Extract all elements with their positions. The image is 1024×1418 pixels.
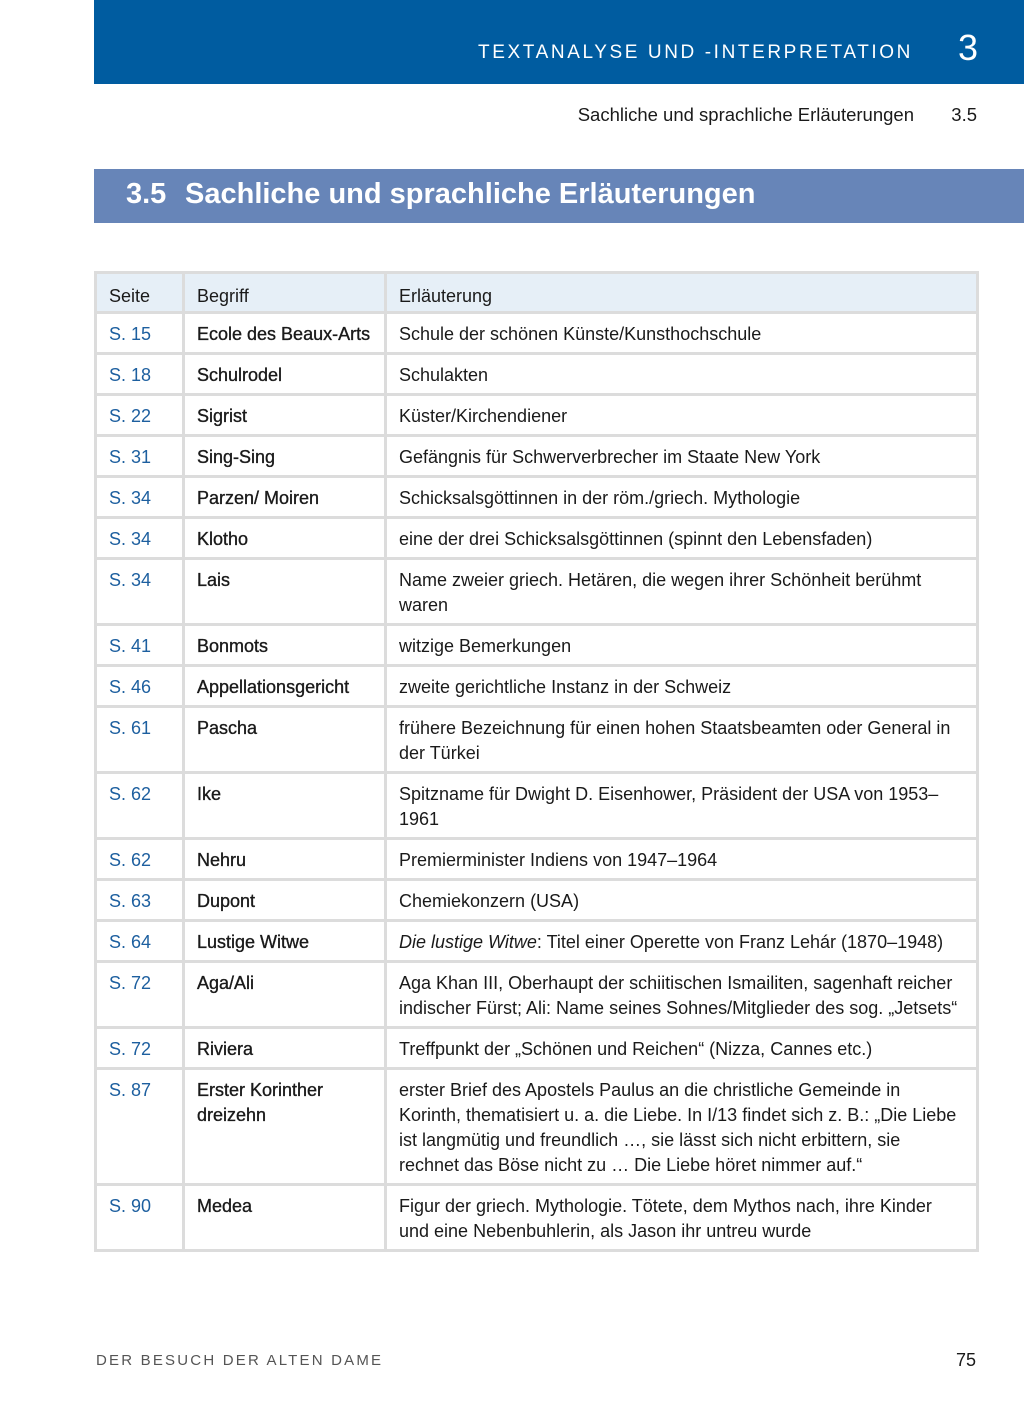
page-reference: S. 87 [96, 1069, 184, 1185]
explanation [386, 1069, 978, 1185]
column-header-erlaeuterung: Erläuterung [386, 273, 978, 313]
page-number: 75 [955, 1350, 976, 1370]
section-running-title: Sachliche und sprachliche Erläuterungen [577, 104, 914, 125]
page-reference: S. 61 [96, 707, 184, 773]
explanation [386, 666, 978, 707]
term: Parzen/ Moiren [184, 477, 386, 518]
table-row [96, 1185, 978, 1251]
section-title-bar [94, 169, 1024, 223]
table-row [96, 666, 978, 707]
term: Pascha [184, 707, 386, 773]
table-row [96, 436, 978, 477]
page-reference: S. 62 [96, 773, 184, 839]
book-title: DER BESUCH DER ALTEN DAME [96, 1352, 384, 1369]
page-reference: S. 72 [96, 1028, 184, 1069]
term: Appellationsgericht [184, 666, 386, 707]
term: Sigrist [184, 395, 386, 436]
page-reference: S. 41 [96, 625, 184, 666]
explanation-text: Premierminister Indiens von 1947–1964 [399, 850, 718, 870]
term: Lais [184, 559, 386, 625]
explanation-text: erster Brief des Apostels Paulus an die christliche Gemeinde in Korinth, thematisiert u. a. die Liebe. In I/13 findet sich z. B.: „Die Liebe ist langmütig und freundlich …, sie lässt sich nicht erbittern, sie rechnet das Böse nicht zu … Die Liebe höret nimmer auf.“ [399, 1080, 957, 1175]
page-reference: S. 72 [96, 962, 184, 1028]
explanation [386, 707, 978, 773]
section-title: Sachliche und sprachliche Erläuterungen [185, 178, 756, 210]
page-reference: S. 34 [96, 559, 184, 625]
page-reference: S. 34 [96, 518, 184, 559]
page-reference: S. 46 [96, 666, 184, 707]
column-header-seite: Seite [96, 273, 184, 313]
page-reference: S. 64 [96, 921, 184, 962]
explanation-text: Figur der griech. Mythologie. Tötete, dem Mythos nach, ihre Kinder und eine Nebenbuhlerin, als Jason ihr untreu wurde [399, 1196, 932, 1241]
term: Sing-Sing [184, 436, 386, 477]
explanation [386, 839, 978, 880]
explanation [386, 921, 978, 962]
term: Ecole des Beaux-Arts [184, 313, 386, 354]
page-reference: S. 63 [96, 880, 184, 921]
page-reference: S. 31 [96, 436, 184, 477]
chapter-title: TEXTANALYSE UND -INTERPRETATION [478, 42, 913, 63]
term: Nehru [184, 839, 386, 880]
term: Schulrodel [184, 354, 386, 395]
explanation [386, 880, 978, 921]
explanation-text: Chemiekonzern (USA) [399, 891, 580, 911]
glossary-table [94, 271, 979, 1252]
table-row [96, 1028, 978, 1069]
term: Riviera [184, 1028, 386, 1069]
explanation-text: Schicksalsgöttinnen in der röm./griech. Mythologie [399, 488, 801, 508]
table-row [96, 518, 978, 559]
table-row [96, 559, 978, 625]
explanation [386, 477, 978, 518]
section-running-number: 3.5 [951, 104, 977, 125]
table-row [96, 313, 978, 354]
term: Ike [184, 773, 386, 839]
section-title-number: 3.5 [126, 178, 167, 210]
table-header-row [96, 273, 978, 313]
explanation-text: Name zweier griech. Hetären, die wegen ihrer Schönheit berühmt waren [399, 570, 922, 615]
explanation-text: witzige Bemerkungen [399, 636, 572, 656]
page-reference: S. 34 [96, 477, 184, 518]
explanation [386, 962, 978, 1028]
explanation-text: eine der drei Schicksalsgöttinnen (spinnt den Lebensfaden) [399, 529, 873, 549]
term: Bonmots [184, 625, 386, 666]
table-row [96, 921, 978, 962]
explanation-text: Schule der schönen Künste/Kunsthochschule [399, 324, 762, 344]
page-reference: S. 62 [96, 839, 184, 880]
explanation [386, 559, 978, 625]
explanation-text: frühere Bezeichnung für einen hohen Staatsbeamten oder General in der Türkei [399, 718, 951, 763]
explanation [386, 773, 978, 839]
table-row [96, 354, 978, 395]
explanation-text: : Titel einer Operette von Franz Lehár (1870–1948) [536, 932, 944, 952]
chapter-number: 3 [957, 27, 978, 68]
page-reference: S. 18 [96, 354, 184, 395]
explanation-text: zweite gerichtliche Instanz in der Schweiz [399, 677, 732, 697]
explanation [386, 436, 978, 477]
table-row [96, 707, 978, 773]
table-row [96, 839, 978, 880]
term: Erster Korinther dreizehn [184, 1069, 386, 1185]
explanation-text: Aga Khan III, Oberhaupt der schiitischen Ismailiten, sagenhaft reicher indischer Fürst; Ali: Name seines Sohnes/Mitglieder des sog. „Jetsets“ [399, 973, 958, 1018]
term: Dupont [184, 880, 386, 921]
table-row [96, 1069, 978, 1185]
explanation-text: Küster/Kirchendiener [399, 406, 568, 426]
explanation [386, 1028, 978, 1069]
explanation [386, 354, 978, 395]
table-row [96, 477, 978, 518]
explanation [386, 395, 978, 436]
page-reference: S. 22 [96, 395, 184, 436]
term: Lustige Witwe [184, 921, 386, 962]
italic-title: Die lustige Witwe [399, 932, 537, 952]
explanation-text: Gefängnis für Schwerverbrecher im Staate New York [399, 447, 821, 467]
column-header-begriff: Begriff [184, 273, 386, 313]
table-row [96, 773, 978, 839]
explanation [386, 1185, 978, 1251]
term: Klotho [184, 518, 386, 559]
explanation-text: Treffpunkt der „Schönen und Reichen“ (Nizza, Cannes etc.) [399, 1039, 873, 1059]
term: Aga/Ali [184, 962, 386, 1028]
table-row [96, 395, 978, 436]
explanation [386, 518, 978, 559]
explanation [386, 625, 978, 666]
table-row [96, 962, 978, 1028]
explanation [386, 313, 978, 354]
page-reference: S. 90 [96, 1185, 184, 1251]
explanation-text: Schulakten [399, 365, 489, 385]
term: Medea [184, 1185, 386, 1251]
explanation-text: Spitzname für Dwight D. Eisenhower, Präsident der USA von 1953–1961 [399, 784, 939, 829]
table-row [96, 625, 978, 666]
table-row [96, 880, 978, 921]
chapter-header-bar [94, 0, 1024, 84]
page-reference: S. 15 [96, 313, 184, 354]
